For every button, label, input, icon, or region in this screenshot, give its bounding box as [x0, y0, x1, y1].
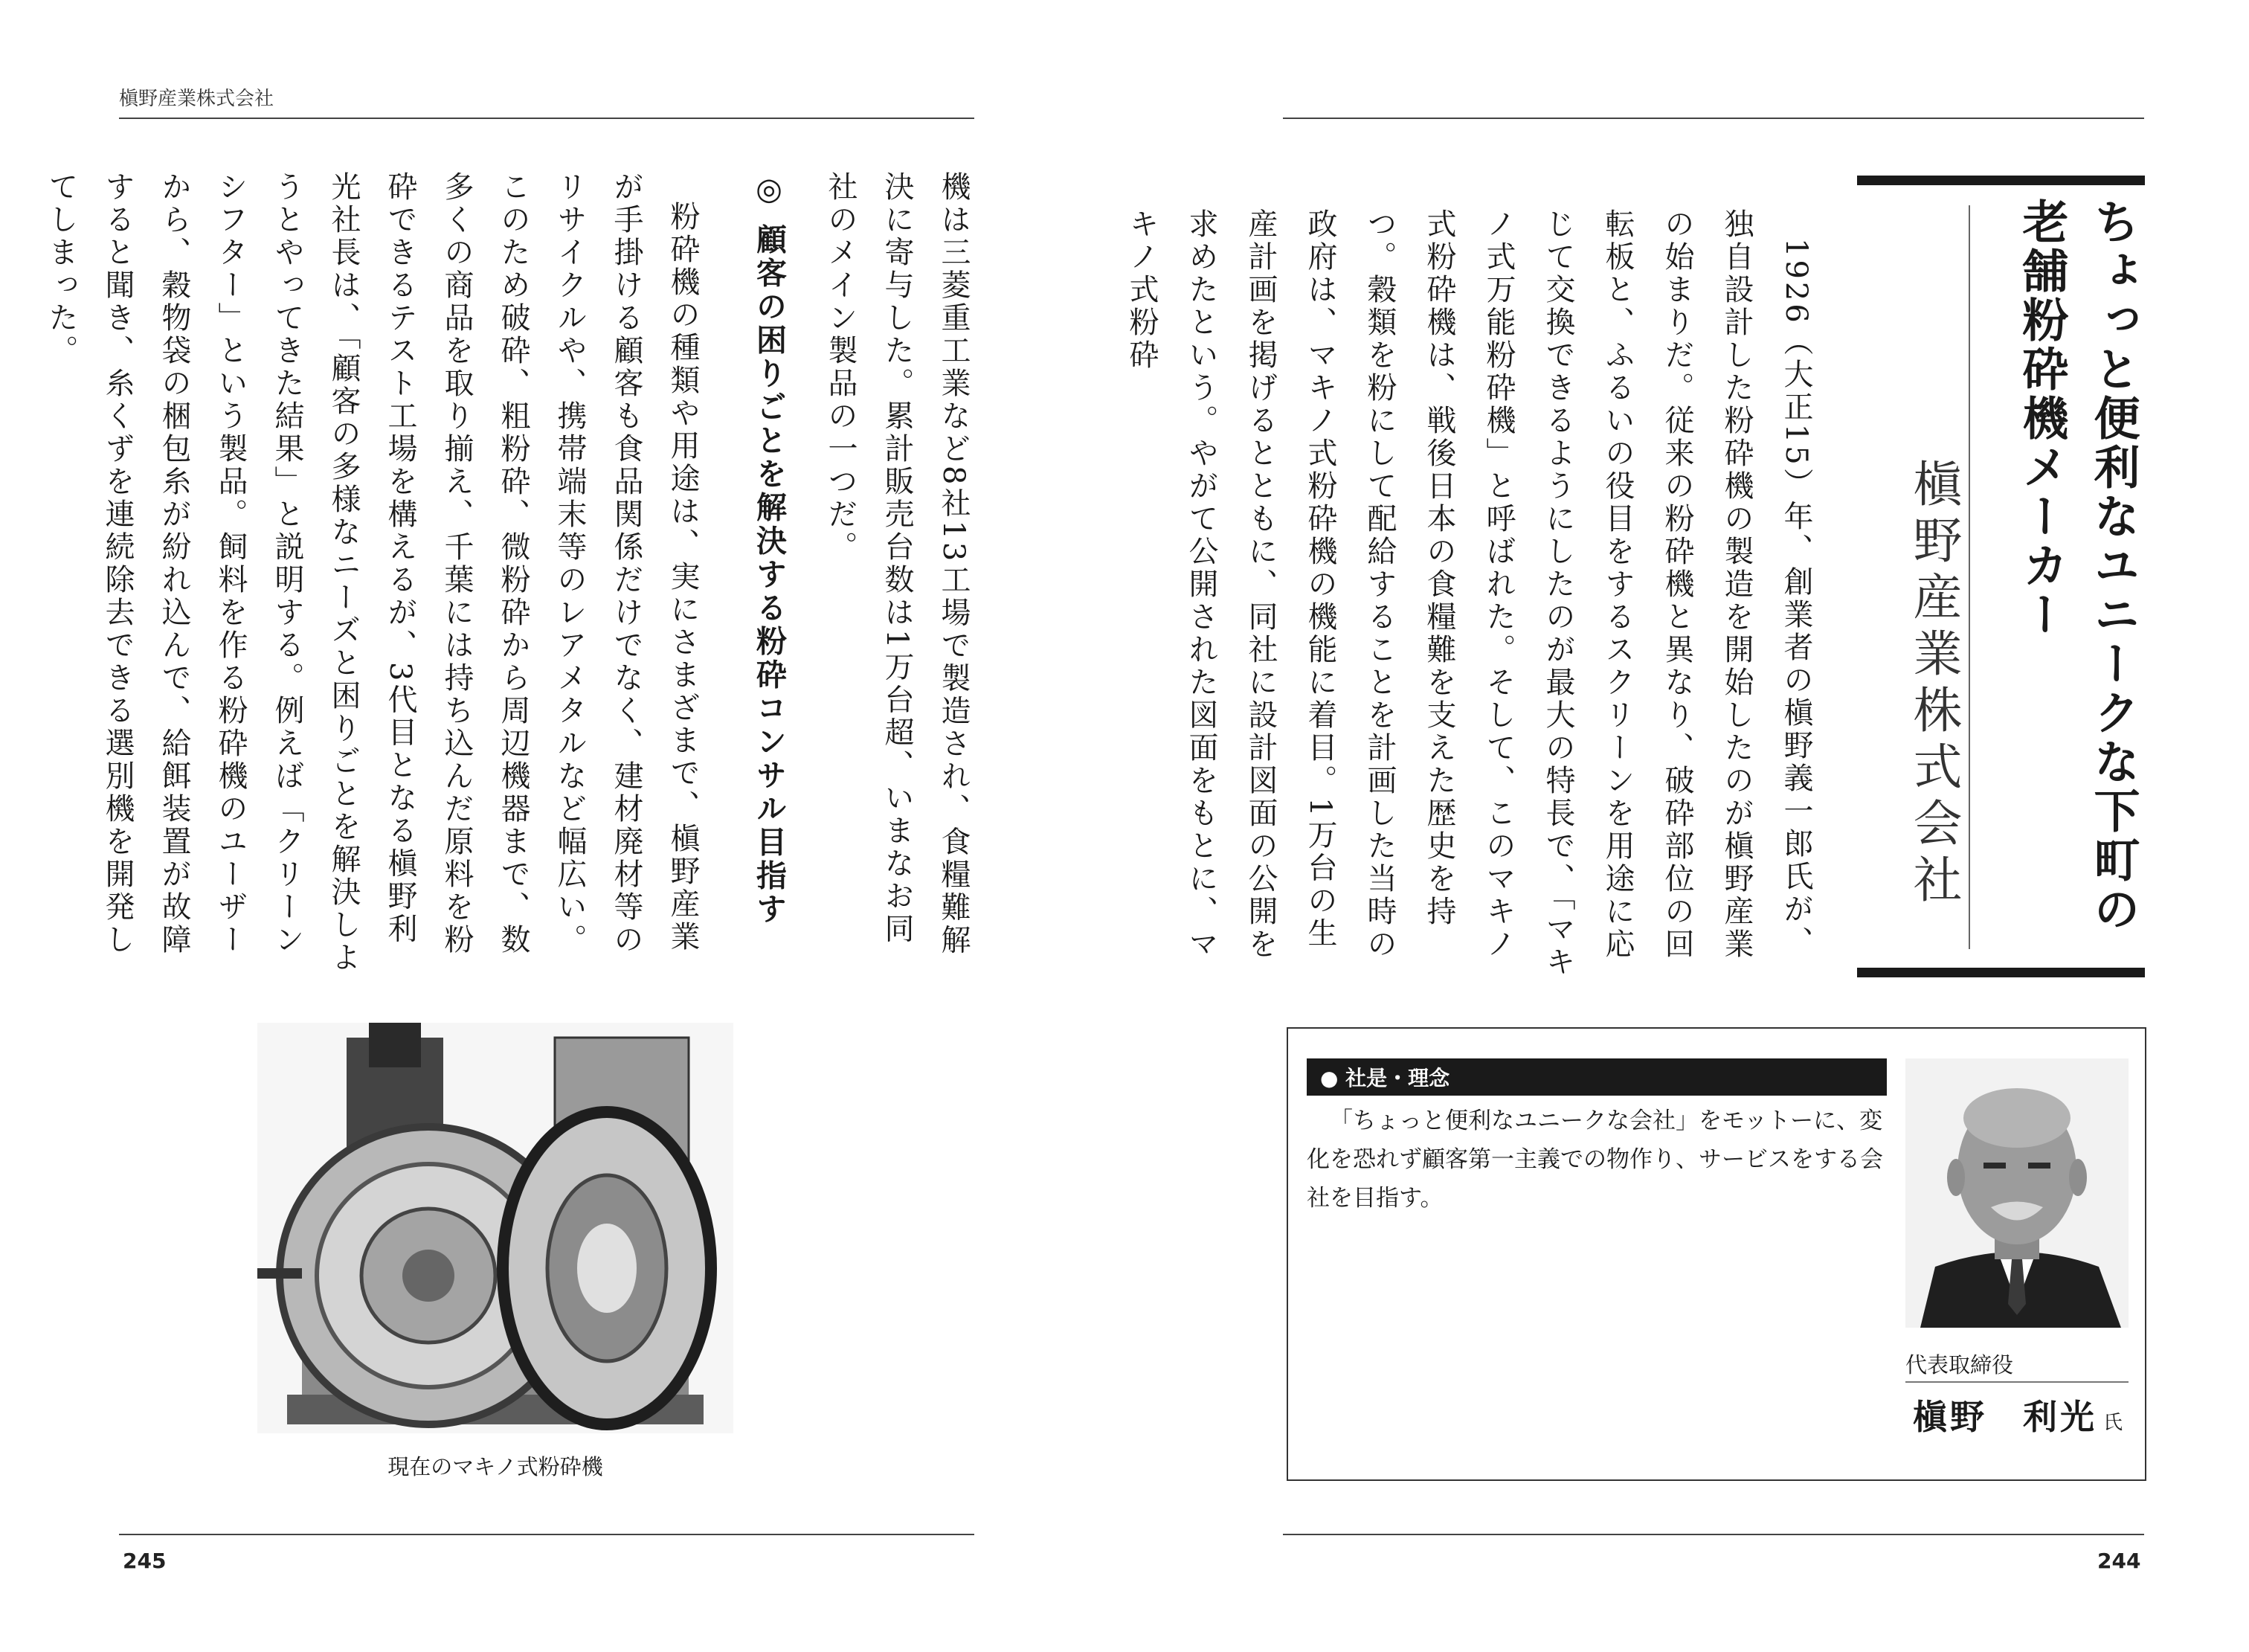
article-title	[2006, 198, 2149, 949]
body-text-left	[44, 171, 982, 978]
paragraph: 機は三菱重工業など8社13工場で製造され、食糧難解決に寄与した。累計販売台数は1万台超、いまなお同社のメイン製品の一つだ。	[823, 171, 971, 957]
title-line-1: ちょっと便利なユニークな下町の	[2086, 198, 2140, 934]
philosophy-box	[1287, 1027, 2146, 1481]
machine-illustration	[257, 1023, 733, 1433]
representative-name	[1913, 1390, 2126, 1439]
running-head: 槇野産業株式会社	[119, 88, 274, 110]
page-number-right: 244	[2097, 1549, 2141, 1573]
title-divider	[1969, 205, 1970, 949]
header-rule-left	[119, 118, 974, 119]
page-number-left: 245	[123, 1549, 167, 1573]
photo-caption: 現在のマキノ式粉砕機	[387, 1454, 603, 1479]
representative-given-name: 利光	[2023, 1397, 2097, 1437]
section-heading: ◎ 顧客の困りごとを解決する粉砕コンサル目指す	[751, 171, 787, 927]
representative-suffix: 氏	[2103, 1412, 2126, 1434]
title-line-2: 老舗粉砕機メーカー	[2015, 198, 2069, 640]
header-rule-right	[1283, 118, 2144, 119]
title-bar-bottom	[1857, 968, 2145, 977]
representative-role: 代表取締役	[1905, 1352, 2014, 1378]
portrait-image	[1905, 1058, 2129, 1328]
philosophy-label: ● 社是・理念	[1307, 1058, 1887, 1096]
representative-rule	[1905, 1381, 2129, 1383]
grinding-machine-photo	[257, 1023, 733, 1433]
representative-family-name: 槇野	[1913, 1397, 1987, 1437]
philosophy-text: 「ちょっと便利なユニークな会社」をモットーに、変化を恐れず顧客第一主義での物作り、サービスをする会社を目指す。	[1307, 1108, 1883, 1212]
body-text-right	[1124, 208, 1826, 982]
article-title-block	[1857, 176, 2145, 977]
paragraph: 1926（大正15）年、創業者の槇野義一郎氏が、独自設計した粉砕機の製造を開始したのが槇野産業の始まりだ。従来の粉砕機と異なり、破砕部位の回転板と、ふるいの役目をするスクリーンを用途に応じて交換できるようにしたのが最大の特長で、「マキノ式万能粉砕機」と呼ばれた。そして、このマキノ式粉砕機は、戦後日本の食糧難を支えた歴史を持つ。穀類を粉にして配給することを計画した当時の政府は、マキノ式粉砕機の機能に着目。1万台の生産計画を掲げるとともに、同社に設計図面の公開を求めたという。やがて公開された図面をもとに、マキノ式粉砕	[1124, 208, 1813, 979]
paragraph: 粉砕機の種類や用途は、実にさまざまで、槇野産業が手掛ける顧客も食品関係だけでなく、建材廃材等のリサイクルや、携帯端末等のレアメタルなど幅広い。このため破砕、粗粉砕、微粉砕から周辺機器まで、数多くの商品を取り揃え、千葉には持ち込んだ原料を粉砕できるテスト工場を構えるが、3代目となる槇野利光社長は、「顧客の多様なニーズと困りごとを解決しようとやってきた結果」と説明する。例えば「クリーンシフター」という製品。飼料を作る粉砕機のユーザーから、穀物袋の梱包糸が紛れ込んで、給餌装置が故障すると聞き、糸くずを連続除去できる選別機を開発してしまった。	[44, 171, 700, 974]
title-bar-top	[1857, 176, 2145, 185]
representative-portrait	[1905, 1058, 2129, 1328]
footer-rule-left	[119, 1534, 974, 1535]
company-name: 槇野産業株式会社	[1905, 458, 1962, 910]
footer-rule-right	[1283, 1534, 2144, 1535]
